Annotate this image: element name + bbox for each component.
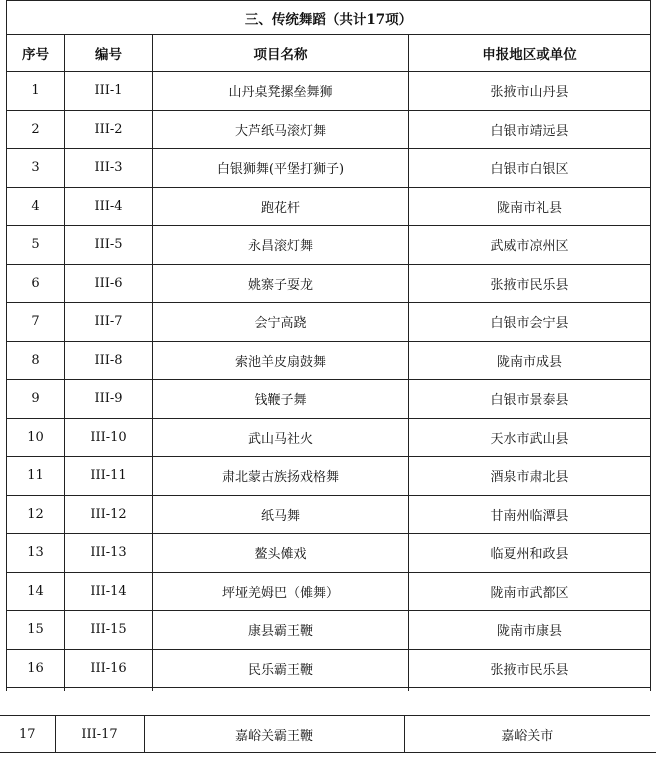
cell-seq: 4 bbox=[7, 187, 65, 226]
cell-code: III-10 bbox=[65, 418, 153, 457]
cell-name: 山丹桌凳摞垒舞狮 bbox=[153, 72, 409, 111]
section-title: 三、传统舞蹈（共计17项） bbox=[7, 1, 651, 35]
table-row bbox=[7, 110, 651, 149]
table-row bbox=[7, 72, 651, 111]
cell-region: 甘南州临潭县 bbox=[409, 495, 651, 534]
cell-name: 康县霸王鞭 bbox=[153, 611, 409, 650]
cell-seq: 16 bbox=[7, 649, 65, 688]
table-row bbox=[7, 187, 651, 226]
cell-name: 白银狮舞(平堡打狮子) bbox=[153, 149, 409, 188]
cell-code: III-9 bbox=[65, 380, 153, 419]
header-name: 项目名称 bbox=[153, 35, 409, 72]
cell-seq: 2 bbox=[7, 110, 65, 149]
header-region: 申报地区或单位 bbox=[409, 35, 651, 72]
dance-table-page-1 bbox=[6, 0, 650, 694]
cell-name: 肃北蒙古族扬戏格舞 bbox=[153, 457, 409, 496]
header-seq: 序号 bbox=[7, 35, 65, 72]
cell-seq: 7 bbox=[7, 303, 65, 342]
cell-region: 陇南市武都区 bbox=[409, 572, 651, 611]
cell-seq: 10 bbox=[7, 418, 65, 457]
table-row bbox=[7, 495, 651, 534]
cell-region: 白银市景泰县 bbox=[409, 380, 651, 419]
cell-name: 会宁高跷 bbox=[153, 303, 409, 342]
cell-code: III-2 bbox=[65, 110, 153, 149]
cell-region: 白银市会宁县 bbox=[409, 303, 651, 342]
cell-code: III-15 bbox=[65, 611, 153, 650]
table-row bbox=[7, 649, 651, 688]
cell-region: 陇南市礼县 bbox=[409, 187, 651, 226]
cell-name: 姚寨子耍龙 bbox=[153, 264, 409, 303]
cell-code: III-4 bbox=[65, 187, 153, 226]
table-row bbox=[7, 303, 651, 342]
heritage-table bbox=[6, 0, 651, 694]
cell-name: 索池羊皮扇鼓舞 bbox=[153, 341, 409, 380]
cell-region: 陇南市康县 bbox=[409, 611, 651, 650]
cell-region: 张掖市民乐县 bbox=[409, 264, 651, 303]
cell-seq: 3 bbox=[7, 149, 65, 188]
cell-region: 张掖市民乐县 bbox=[409, 649, 651, 688]
cell-region: 临夏州和政县 bbox=[409, 534, 651, 573]
cell-code: III-11 bbox=[65, 457, 153, 496]
heritage-table-continued bbox=[0, 715, 650, 752]
cell-region: 嘉峪关市 bbox=[404, 716, 650, 753]
table-row bbox=[7, 380, 651, 419]
cell-name: 坪垭羌姆巴（傩舞） bbox=[153, 572, 409, 611]
cell-code: III-8 bbox=[65, 341, 153, 380]
cell-name: 纸马舞 bbox=[153, 495, 409, 534]
cell-name: 永昌滚灯舞 bbox=[153, 226, 409, 265]
cell-code: III-5 bbox=[65, 226, 153, 265]
cell-name: 武山马社火 bbox=[153, 418, 409, 457]
dance-table-page-2 bbox=[0, 715, 650, 752]
table-row bbox=[7, 457, 651, 496]
cell-seq: 15 bbox=[7, 611, 65, 650]
cell-code: III-16 bbox=[65, 649, 153, 688]
cell-name: 钱鞭子舞 bbox=[153, 380, 409, 419]
cell-seq: 14 bbox=[7, 572, 65, 611]
cell-region: 白银市白银区 bbox=[409, 149, 651, 188]
cell-seq: 11 bbox=[7, 457, 65, 496]
header-row bbox=[7, 35, 651, 72]
cell-code: III-3 bbox=[65, 149, 153, 188]
cell-code: III-17 bbox=[55, 716, 144, 753]
table-row bbox=[7, 149, 651, 188]
cell-region: 白银市靖远县 bbox=[409, 110, 651, 149]
cell-code: III-12 bbox=[65, 495, 153, 534]
cell-region: 武威市凉州区 bbox=[409, 226, 651, 265]
section-title-row bbox=[7, 1, 651, 35]
cell-code: III-1 bbox=[65, 72, 153, 111]
cell-code: III-14 bbox=[65, 572, 153, 611]
table-row bbox=[7, 264, 651, 303]
bottom-rule bbox=[0, 752, 656, 753]
header-code: 编号 bbox=[65, 35, 153, 72]
cell-code: III-6 bbox=[65, 264, 153, 303]
cell-seq: 5 bbox=[7, 226, 65, 265]
cell-name: 民乐霸王鞭 bbox=[153, 649, 409, 688]
cell-seq: 6 bbox=[7, 264, 65, 303]
table-row bbox=[7, 418, 651, 457]
table-row bbox=[7, 226, 651, 265]
cell-code: III-7 bbox=[65, 303, 153, 342]
cell-seq: 12 bbox=[7, 495, 65, 534]
cell-code: III-13 bbox=[65, 534, 153, 573]
cell-region: 陇南市成县 bbox=[409, 341, 651, 380]
page-gap bbox=[0, 691, 656, 715]
cell-name: 跑花杆 bbox=[153, 187, 409, 226]
cell-seq: 13 bbox=[7, 534, 65, 573]
cell-name: 鳌头傩戏 bbox=[153, 534, 409, 573]
cell-name: 大芦纸马滚灯舞 bbox=[153, 110, 409, 149]
cell-region: 天水市武山县 bbox=[409, 418, 651, 457]
table-row bbox=[7, 572, 651, 611]
table-row bbox=[7, 534, 651, 573]
cell-seq: 17 bbox=[0, 716, 55, 753]
cell-seq: 8 bbox=[7, 341, 65, 380]
cell-region: 酒泉市肃北县 bbox=[409, 457, 651, 496]
cell-seq: 1 bbox=[7, 72, 65, 111]
cell-region: 张掖市山丹县 bbox=[409, 72, 651, 111]
cell-seq: 9 bbox=[7, 380, 65, 419]
table-row bbox=[0, 716, 650, 753]
table-row bbox=[7, 611, 651, 650]
cell-name: 嘉峪关霸王鞭 bbox=[144, 716, 404, 753]
table-row bbox=[7, 341, 651, 380]
